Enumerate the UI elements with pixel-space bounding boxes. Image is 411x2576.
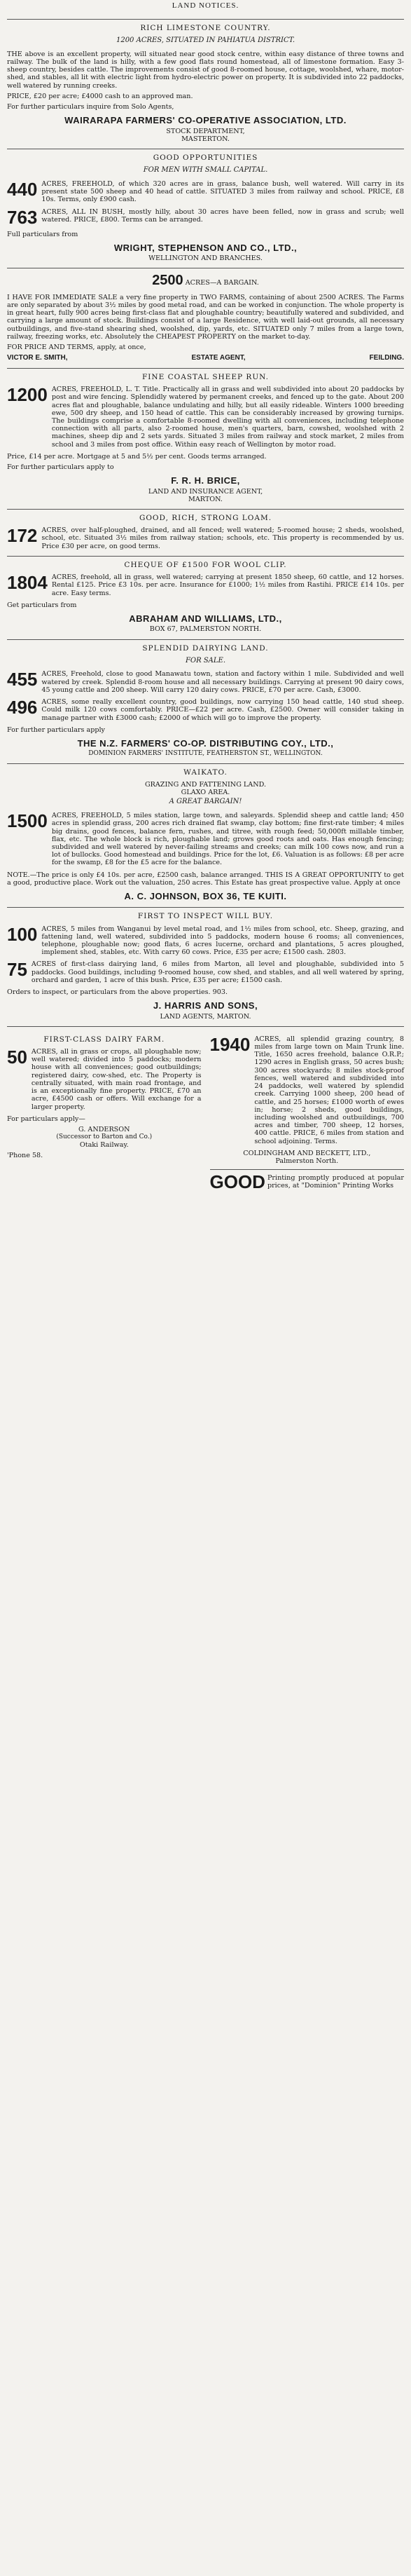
ad-price: Price, £14 per acre. Mortgage at 5 and 5½ per cent. Goods terms arranged. [7,452,267,461]
lot-acreage: 440 [7,178,38,200]
ad-body: I HAVE FOR IMMEDIATE SALE a very fine property in TWO FARMS, containing of about 2500 ACRES. The Farms are only separated by about 3½ miles by good metal road, and can be worked in conjunction. The whole property is in great heart, fully 900 acres being first-class flat and ploughable country; beautifully watered and subdivided, and carrying a large amount of stock. Buildings consist of a large Residence, with well laid-out grounds, all necessary outbuildings, and five-stand shearing shed, woolshed, dip, yards, etc. SITUATED only 7 miles from a large town, railway, freezing works, etc. Absolutely the CHEAPEST PROPERTY on the market to-day. [7,293,404,341]
lot [7,698,404,722]
ad-agent: F. R. H. BRICE, [171,475,240,486]
divider [7,509,404,510]
lot [7,1048,202,1111]
lot-text: ACRES, some really excellent country, good buildings, now carrying 150 head cattle, 140 stud sheep. Could milk 120 cows comfortably. PRICE—£22 per acre. Cash, £2500. Owner will consider taking in manage partner with £3000 cash; £2000 of which will go to improve the property. [41,698,404,722]
ad-further: For further particulars apply to [7,463,114,472]
ad-further: For further particulars inquire from Solo Agents, [7,103,174,111]
inspect-text: Orders to inspect, or particulars from the above properties. [7,988,211,997]
lot [7,812,404,867]
ad-firm: COLDINGHAM AND BECKETT, LTD., [243,1149,371,1157]
lot-text: ACRES, ALL IN BUSH, mostly hilly, about 30 acres have been felled, now in grass and scrub; well watered. PRICE, £800. Terms can be arranged. [41,207,404,224]
divider [7,763,404,764]
ad-role: LAND AND INSURANCE AGENT, [148,487,263,496]
ad-dept: STOCK DEPARTMENT, [166,127,245,135]
lot-text [41,925,404,957]
ad-waikato [7,768,404,902]
ad-place: MASTERTON. [181,135,230,143]
ad-title: FIRST-CLASS DAIRY FARM. [43,1035,165,1044]
ad-firm: ABRAHAM AND WILLIAMS, LTD., [129,613,282,625]
ad-title: WAIKATO. [183,768,228,777]
lot [7,960,404,984]
column-right [210,1031,405,1193]
ad-phone: 'Phone 58. [7,1151,43,1159]
ad-good-opportunities [7,154,404,262]
printing-notice [209,1171,405,1193]
lot-reference: 2803. [326,948,347,957]
lot-text: ACRES, FREEHOLD, of which 320 acres are in grass, balance bush, well watered. Will carry in its present state 500 sheep and 40 head of cattle. SITUATED 3 miles from railway and school. PRICE, £8 10s. Terms, only £900 cash. [41,179,404,204]
ad-inspect [7,988,404,996]
lot-text: ACRES, freehold, all in grass, well watered; carrying at present 1850 sheep, 60 cattle, and 12 horses. Rental £125. Price £3 10s. per acre. Insurance for £1000; 1½ miles from Rastihi. PRICE £14 10s. per acre. Easy terms. [51,573,404,597]
ad-place: DOMINION FARMERS' INSTITUTE, FEATHERSTON ST., WELLINGTON. [88,750,323,758]
ad-wool-cheque [7,561,404,634]
ad-first-to-inspect [7,912,404,1020]
ad-particulars: Get particulars from [7,601,77,609]
lot-acreage: 75 [7,959,27,981]
lot-acreage: 1200 [7,384,48,406]
ad-subtitle: 1200 ACRES, SITUATED IN PAHIATUA DISTRICT. [116,36,295,45]
lot-acreage: 1500 [7,810,48,832]
lot-text: ACRES, FREEHOLD, L. T. Title. Practically all in grass and well subdivided into about 20 paddocks by post and wire fencing. Splendidly watered by permanent creeks, and fenced up to the gate. About 200 acres flat and ploughable, balance undulating and hilly, but all easily rideable. Winters 1000 breeding ewe, 500 dry sheep, and 150 head of cattle. This can be considerably increased by growing turnips. The buildings comprise a comfortable 8-roomed dwelling with all conveniences, including telephone connection with all parts, also 2-roomed house, men's quarters, barn, cowshed, woolshed with 2 machines, sheep dip and 2 sets yards. Situated 3 miles from railway and stock market, 2 miles from school and 3 miles from post office. Within easy reach of Wellington by motor road. [51,386,404,449]
ad-dairying-land [7,644,404,758]
agent-name: VICTOR E. SMITH, [7,354,68,362]
ad-place: Otaki Railway. [79,1140,129,1149]
ad-body: THE above is an excellent property, will situated near good stock centre, within easy distance of three towns and railway. The bulk of the land is hilly, with a few good flats round homestead, all of limestone formation. Easy 3-sheep country, besides cattle. The improvements consist of good 8-roomed house, cottage, woolshed, whare, motor-shed, and stables, all lit with electric light from hydro-electric power on property. It is subdivided into 22 paddocks, well watered by running creeks. [7,50,404,90]
lot-text: ACRES of first-class dairying land, 6 miles from Marton, all level and ploughable, subdivided into 5 paddocks. Good buildings, including 9-roomed house, cow shed, and stables, and all well watered by spring, orchard and garden, 1 acre of this bush. Price, £35 per acre; £1500 cash. [31,960,404,984]
lot-acreage: 763 [7,206,38,228]
ad-place: WELLINGTON AND BRANCHES. [148,254,263,263]
ad-sheep-run [7,373,404,503]
agent-role: ESTATE AGENT, [191,354,246,362]
ad-full: Full particulars from [7,230,78,238]
divider [7,907,404,908]
ad-title: SPLENDID DAIRYING LAND. [142,643,269,653]
ad-title: RICH LIMESTONE COUNTRY. [140,23,271,32]
ad-place: Palmerston North. [275,1157,339,1166]
ad-place: LAND AGENTS, MARTON. [160,1012,251,1021]
divider [7,368,404,369]
lot-text: ACRES, Freehold, close to good Manawatu town, station and factory within 1 mile. Subdivided and well watered by creek. Splendid 8-room house and all necessary buildings. Carrying at present 90 dairy cows, 45 young cattle and 200 sheep. Will carry 120 dairy cows. PRICE, £70 per acre. Cash, £3000. [41,670,404,694]
ad-price: PRICE, £20 per acre; £4000 cash to an approved man. [7,92,193,100]
printing-lead: GOOD [209,1171,265,1193]
ad-place: BOX 67, PALMERSTON NORTH. [149,625,262,634]
lot [7,180,404,204]
lot-acreage: 1804 [7,572,48,594]
two-column-section [7,1031,404,1193]
ad-further: For further particulars apply [7,725,105,734]
ad-headline-row [7,273,404,289]
section-header: LAND NOTICES. [172,1,239,10]
ad-title: FINE COASTAL SHEEP RUN. [141,372,270,381]
ad-subtitle: FOR SALE. [185,656,226,665]
lot-acreage: 100 [7,923,38,945]
ad-firm: J. HARRIS AND SONS, [153,1000,258,1011]
ad-limestone [7,24,404,143]
ad-firm: THE N.Z. FARMERS' CO-OP. DISTRIBUTING COY., LTD., [77,738,334,749]
divider [7,19,404,20]
ad-acreage: 2500 [152,273,183,289]
printing-text: Printing promptly produced at popular prices, at "Dominion" Printing Works [267,1174,404,1190]
ad-firm: WAIRARAPA FARMERS' CO-OPERATIVE ASSOCIATION, LTD. [64,115,347,126]
divider [210,1169,405,1170]
ad-subtitle: A GREAT BARGAIN! [169,798,242,806]
ad-firm: WRIGHT, STEPHENSON AND CO., LTD., [113,242,298,253]
ad-apply: FOR PRICE AND TERMS, apply, at once, [7,343,146,351]
lot-text: ACRES, FREEHOLD, 5 miles station, large town, and saleyards. Splendid sheep and cattle land; 450 acres in splendid grass, 200 acres rich drained flat swamp, clay bottom; fine first-rate timber; 4 miles big drains, good fences, balance fern, rushes, and titree, with rough feed; 50,000ft millable timber, flax, etc. The whole block is rich, ploughable land; grows good roots and oats. Has enough fencing; subdivided and well watered by never-failing streams and creeks; can milk 100 cows now, and run a lot of bullocks. Good homestead and buildings. Price for the lot, £6. Valuation is as follows: £8 per acre for the swamp, £8 for the £5 acre for the balance. [51,812,404,867]
lot-reference: 903. [212,988,228,997]
ad-loam [7,514,404,550]
lot-acreage: 496 [7,697,38,718]
lot-acreage: 455 [7,669,38,690]
ad-title: GOOD, RICH, STRONG LOAM. [139,513,272,522]
lot [7,573,404,597]
lot [7,670,404,694]
ad-apply: For particulars apply— [7,1115,85,1123]
ad-title: CHEQUE OF £1500 FOR WOOL CLIP. [124,560,287,569]
ad-successor: (Successor to Barton and Co.) [56,1133,153,1141]
ad-firm: A. C. JOHNSON, BOX 36, TE KUITI. [124,891,287,902]
ad-bargain [7,273,404,362]
lot [7,526,404,550]
lot [210,1035,405,1145]
lot [7,925,404,957]
lot-text: ACRES, over half-ploughed, drained, and all fenced; well watered; 5-roomed house; 2 sheds, woolshed, school, etc. Situated 3½ miles from railway station; schools, etc. This property is recommended by us. Price £30 per acre, on good terms. [41,526,404,550]
ad-subtitle: GRAZING AND FATTENING LAND. [144,781,267,789]
ad-agent: G. ANDERSON [78,1126,130,1133]
lot [7,386,404,449]
lot-acreage: 1940 [209,1033,251,1055]
lot-acreage: 50 [7,1047,27,1068]
lot-text: ACRES, all splendid grazing country, 8 miles from large town on Main Trunk line. Title, 1650 acres freehold, balance O.R.P.; 1290 acres in English grass, 50 acres bush; 300 acres stockyards; 8 miles stock-proof fences, well watered and subdivided into 24 paddocks, well watered by splendid creek. Carrying 1000 sheep, 200 head of cattle, and 25 horses; £1000 worth of ewes in; horse; 2 sheds, good buildings, including woolshed and outbuildings, 700 acres and timber, 700 sheep, 12 horses, 400 cattle. PRICE, 6 miles from station and school adjoining. Terms. [254,1035,404,1145]
ad-place: MARTON. [188,495,223,503]
ad-signature [7,354,404,362]
column-left [7,1031,202,1193]
lot [7,208,404,226]
ad-title: GOOD OPPORTUNITIES [153,154,258,162]
ad-title: FIRST TO INSPECT WILL BUY. [137,912,274,921]
lot-description: ACRES, 5 miles from Wanganui by level metal road, and 1½ miles from school, etc. Sheep, grazing, and fattening land, well watered, subdivided into 5 paddocks, modern house 6 rooms; all conveniences, telephone, ploughable now; good flats, 6 acres lucerne, orchard and plantations, 5 acres ploughed, implement shed, stables, etc. With carry 60 cows. Price, £35 per acre; £1500 cash. [41,925,404,957]
divider [7,639,404,640]
agent-town: FEILDING. [369,354,404,362]
lot-text: ACRES, all in grass or crops, all ploughable now; well watered; divided into 5 paddocks; modern house with all conveniences; good outbuildings; registered dairy, cow-shed, etc. The Property is centrally situated, with main road frontage, and is an exceptionally fine property. PRICE, £70 an acre, £4500 cash or offers. Will exchange for a larger property. [31,1048,202,1111]
ad-headline: ACRES—A BARGAIN. [185,279,259,287]
divider [7,556,404,557]
lot-acreage: 172 [7,525,38,547]
ad-subtitle: GLAXO AREA. [181,789,230,797]
ad-subtitle: FOR MEN WITH SMALL CAPITAL. [143,166,268,175]
ad-note: NOTE.—The price is only £4 10s. per acre, £2500 cash, balance arranged. THIS IS A GREAT OPPORTUNITY to get a good, productive place. Work out the valuation, 250 acres. This Estate has great prospective value. Apply at once [7,871,404,887]
divider [7,1026,404,1027]
